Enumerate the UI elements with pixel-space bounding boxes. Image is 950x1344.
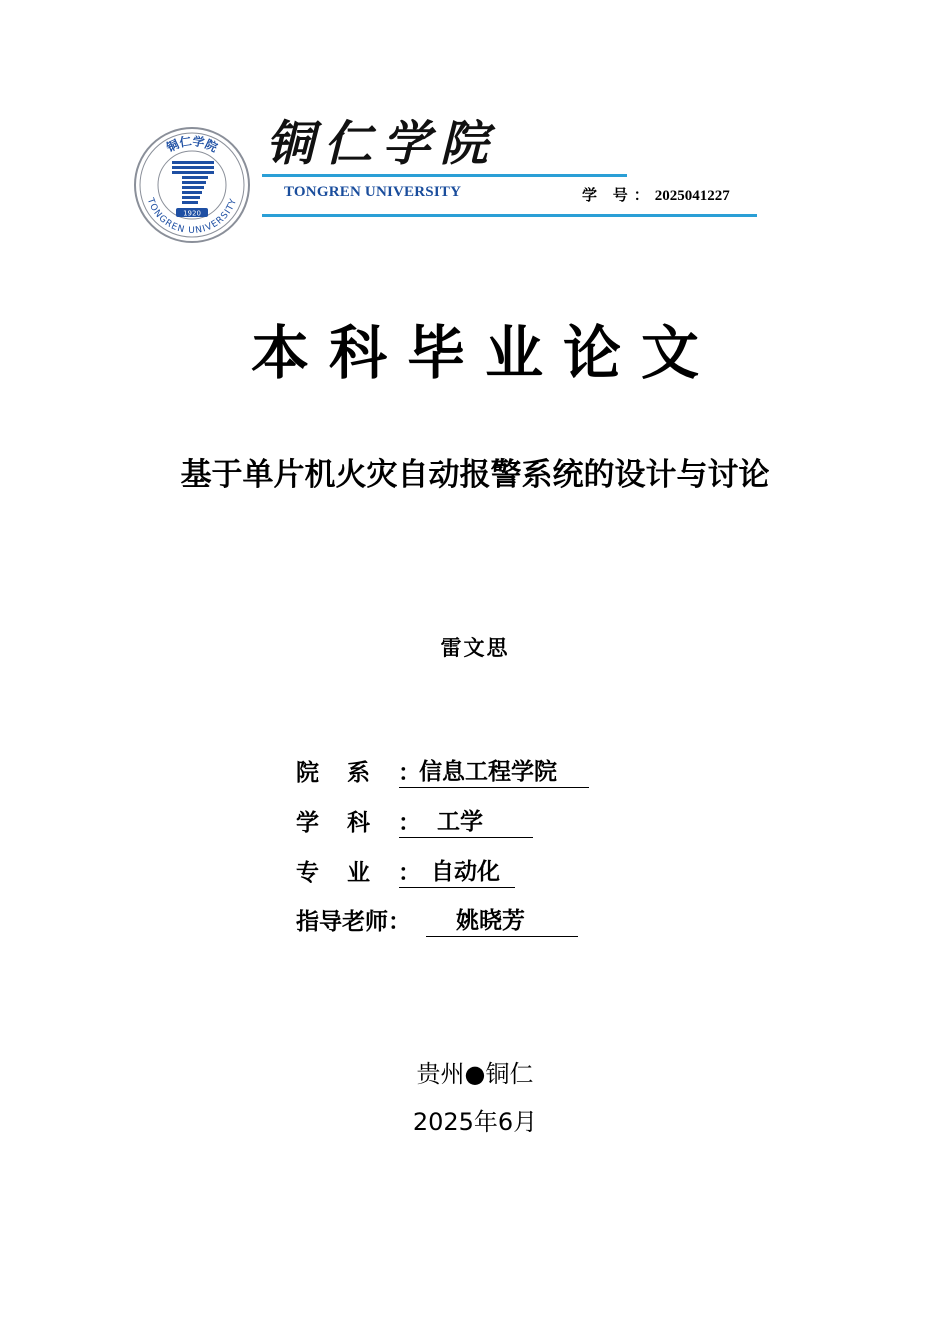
field-department-label: 院系： [296, 759, 449, 786]
field-advisor [296, 905, 578, 937]
header-rule-bottom [262, 214, 757, 217]
field-major [296, 856, 515, 888]
university-calligraphy-logo [262, 110, 512, 174]
field-advisor-label: 指导老师： [296, 908, 411, 935]
field-discipline-label: 学科： [296, 809, 449, 836]
author-name: 雷文思 [440, 635, 510, 660]
location: 贵州●铜仁 [416, 1060, 534, 1088]
field-discipline [296, 806, 533, 838]
thesis-title: 基于单片机火灾自动报警系统的设计与讨论 [180, 457, 770, 493]
submission-date: 2025年6月 [412, 1108, 538, 1136]
field-department [296, 756, 589, 788]
field-major-label: 专业： [296, 859, 449, 886]
header-rule-top [262, 174, 627, 177]
seal-icon [132, 125, 252, 245]
field-advisor-value: 姚晓芳 [426, 906, 578, 937]
svg-text:TONGREN UNIVERSITY: TONGREN UNIVERSITY [144, 196, 240, 236]
university-name-en: TONGREN UNIVERSITY [284, 184, 462, 200]
university-seal [132, 125, 252, 245]
field-discipline-value: 工学 [399, 807, 533, 838]
field-major-value: 自动化 [399, 857, 515, 888]
student-number [582, 184, 730, 205]
student-number-value: 2025041227 [654, 188, 730, 204]
student-number-label: 学 号： [582, 188, 655, 204]
field-department-value: 信息工程学院 [399, 757, 589, 788]
thesis-type-heading: 本科毕业论文 [250, 319, 719, 387]
svg-text:1920: 1920 [183, 209, 201, 218]
svg-text:铜仁学院: 铜仁学院 [266, 116, 499, 172]
svg-text:铜仁学院: 铜仁学院 [164, 134, 220, 155]
